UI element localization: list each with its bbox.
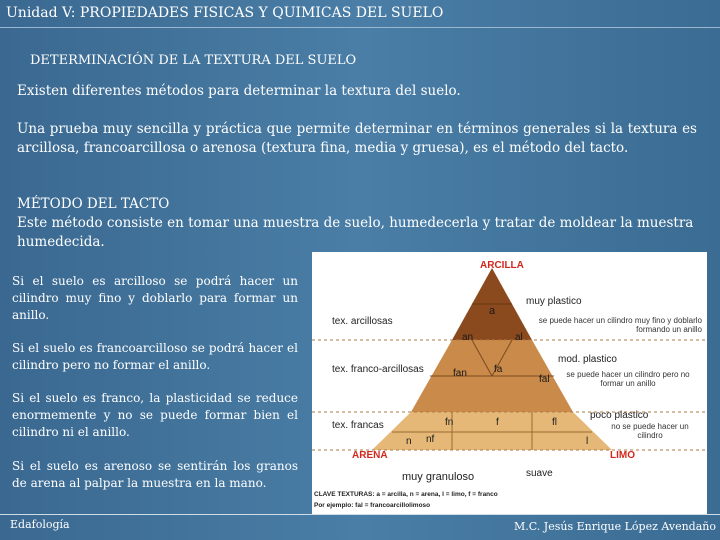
key-line-2: Por ejemplo: fal = francoarcillolimoso xyxy=(314,502,431,509)
cell-al: al xyxy=(515,332,523,343)
label-arcilla: ARCILLA xyxy=(480,260,524,271)
title-bar xyxy=(0,0,720,30)
intro-paragraph: Existen diferentes métodos para determinar la textura del suelo. xyxy=(17,83,461,99)
cell-a: a xyxy=(489,305,496,317)
footer-course: Edafología xyxy=(10,518,70,531)
cell-an: an xyxy=(462,332,474,343)
cell-fn: fn xyxy=(445,417,454,428)
section-subtitle: DETERMINACIÓN DE LA TEXTURA DEL SUELO xyxy=(30,53,357,68)
title-divider xyxy=(0,27,720,28)
tact-method-block xyxy=(17,195,697,252)
note-francoarcillosa: se puede hacer un cilindro pero no formar un anillo xyxy=(566,370,690,388)
cell-fal: fal xyxy=(539,374,550,385)
label-arena: ARENA xyxy=(352,450,388,461)
cell-n: n xyxy=(406,436,412,447)
slide-title: Unidad V: PROPIEDADES FISICAS Y QUIMICAS DEL SUELO xyxy=(6,5,444,21)
footer-divider xyxy=(0,514,720,515)
note-francoarcillosa-wrap xyxy=(562,370,694,394)
label-poco-plastico: poco plastico xyxy=(590,410,649,421)
cell-nf: nf xyxy=(426,434,435,445)
label-muy-plastico: muy plastico xyxy=(526,296,582,307)
note-franca-wrap xyxy=(600,422,700,446)
tact-method-body: Este método consiste en tomar una muestra de suelo, humedecerla y tratar de moldear la muestra humedecida. xyxy=(17,215,694,250)
footer-author: M.C. Jesús Enrique López Avendaño xyxy=(514,520,716,533)
cell-fa: fa xyxy=(494,364,503,375)
label-muy-granuloso: muy granuloso xyxy=(402,471,475,483)
label-tex-francas: tex. francas xyxy=(332,420,384,431)
note-franca: no se puede hacer un cilindro xyxy=(611,422,689,440)
label-limo: LIMO xyxy=(610,450,635,461)
label-tex-arcillosas: tex. arcillosas xyxy=(332,316,393,327)
texture-triangle-figure xyxy=(312,252,707,514)
label-tex-franco-arcillosas: tex. franco-arcillosas xyxy=(332,364,424,375)
label-mod-plastico: mod. plastico xyxy=(558,354,617,365)
cell-fl: fl xyxy=(552,417,557,428)
cell-l: l xyxy=(586,436,589,447)
cell-f: f xyxy=(496,417,499,428)
bullet-francoarcilloso: Si el suelo es francoarcilloso se podrá hacer el cilindro pero no formar el anillo. xyxy=(12,341,298,372)
bullet-arcilloso: Si el suelo es arcilloso se podrá hacer un cilindro muy fino y doblarlo para formar un anillo. xyxy=(12,274,298,322)
cell-fan: fan xyxy=(453,368,467,379)
note-arcillosa-wrap xyxy=(532,316,702,340)
bullet-arenoso: Si el suelo es arenoso se sentirán los granos de arena al palpar la muestra en la mano. xyxy=(12,459,298,490)
label-suave: suave xyxy=(526,468,553,479)
bullet-franco: Si el suelo es franco, la plasticidad se reduce enormemente y no se puede formar bien el cilindro ni el anillo. xyxy=(12,391,298,439)
texture-triangle-svg xyxy=(312,252,707,514)
tact-method-title: MÉTODO DEL TACTO xyxy=(17,196,170,212)
note-arcillosa: se puede hacer un cilindro muy fino y doblarlo formando un anillo xyxy=(538,316,702,334)
method-paragraph: Una prueba muy sencilla y práctica que permite determinar en términos generales si la textura es arcillosa, francoarcillosa o arenosa (textura fina, media y gruesa), es el método del tacto. xyxy=(17,121,697,156)
key-line-1: CLAVE TEXTURAS: a = arcilla, n = arena, l = limo, f = franco xyxy=(314,491,498,498)
